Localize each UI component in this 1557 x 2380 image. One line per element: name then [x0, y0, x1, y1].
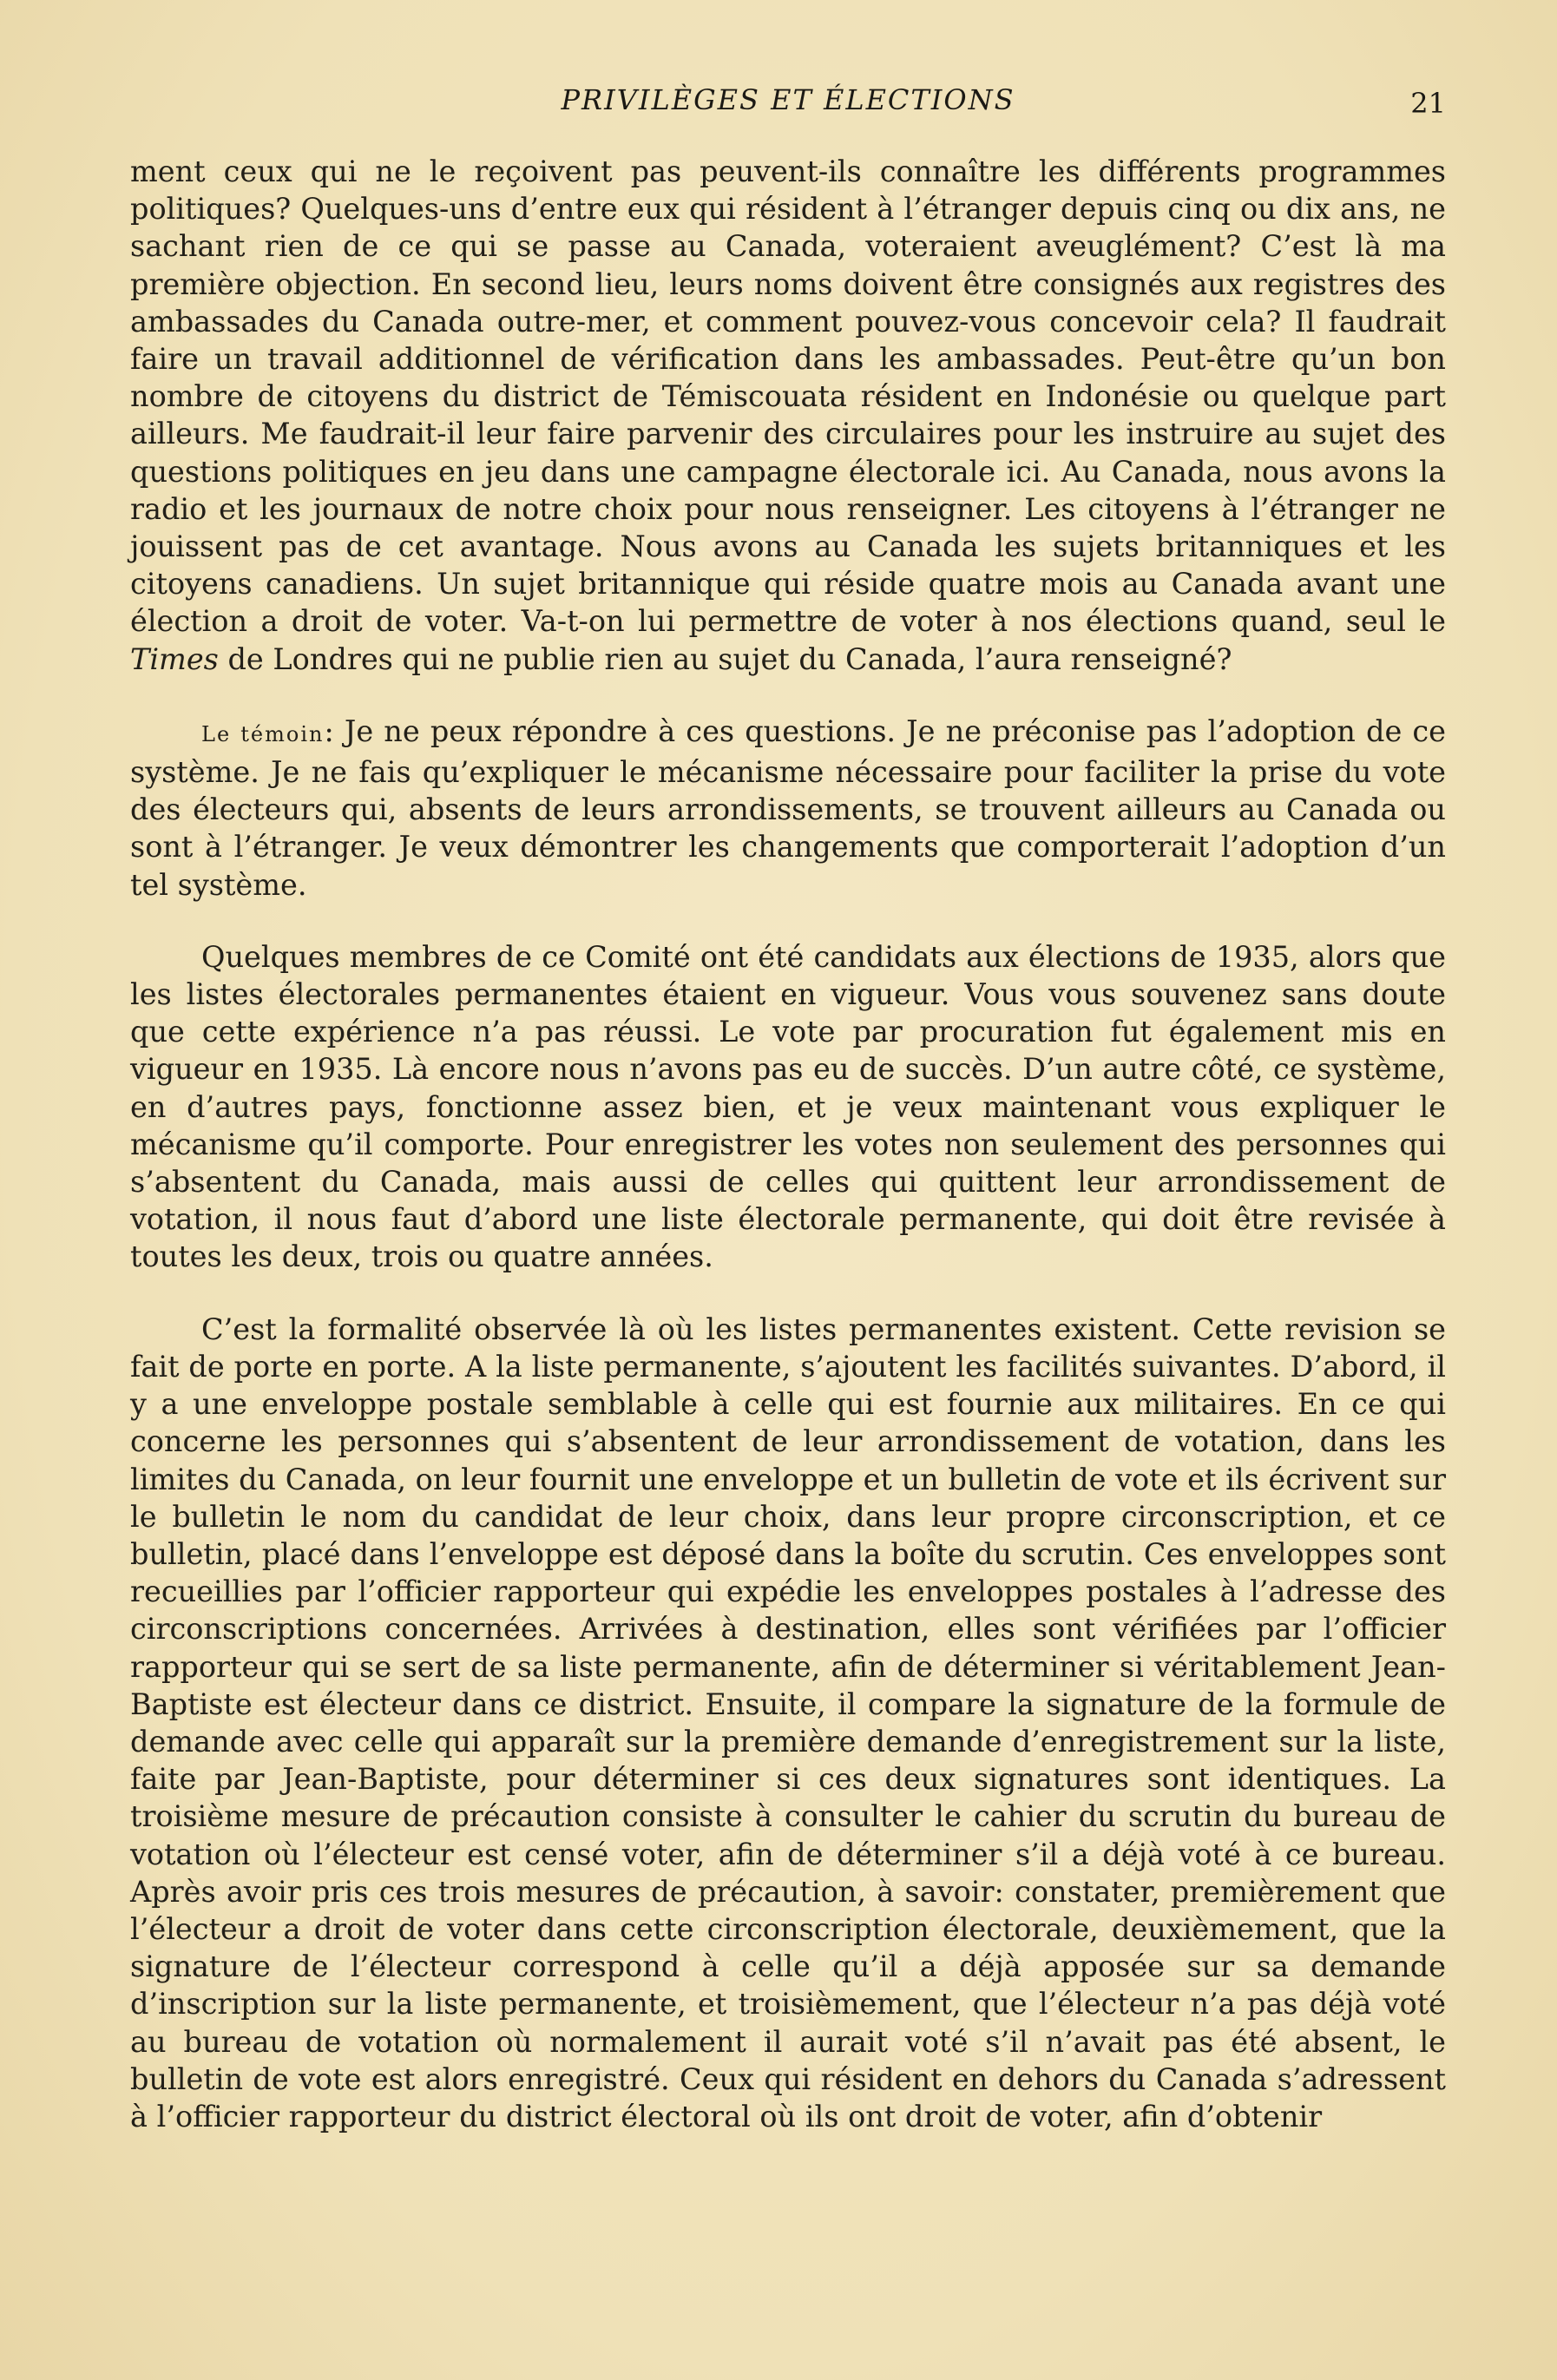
paragraph-1 [130, 153, 1446, 678]
paragraph-1-end: de Londres qui ne publie rien au sujet du Canada, l’aura renseigné? [218, 641, 1232, 676]
running-title: PRIVILÈGES ET ÉLECTIONS [561, 83, 1015, 116]
paragraph-2-text: : Je ne peux répondre à ces questions. Je ne préconise pas l’adoption de ce système. Je ne fais qu’expliquer le mécanisme nécessaire pour faciliter la prise du vote des électeurs qui, absents de leurs arrondissements, se trouvent ailleurs au Canada ou sont à l’étranger. Je veux démontrer les changements que comporterait l’adoption d’un tel système. [130, 713, 1447, 902]
page-number: 21 [1410, 87, 1446, 120]
page-header [130, 83, 1446, 127]
paragraph-4: C’est la formalité observée là où les listes permanentes existent. Cette revision se fait de porte en porte. A la liste permanente, s’ajoutent les facilités suivantes. D’abord, il y a une enveloppe postale semblable à celle qui est fournie aux militaires. En ce qui concerne les personnes qui s’absentent de leur arrondissement de votation, dans les limites du Canada, on leur fournit une enveloppe et un bulletin de vote et ils écrivent sur le bulletin le nom du candidat de leur choix, dans leur propre circonscription, et ce bulletin, placé dans l’enveloppe est déposé dans la boîte du scrutin. Ces enveloppes sont recueillies par l’officier rapporteur qui expédie les enveloppes postales à l’adresse des circonscriptions concernées. Arrivées à destination, elles sont vérifiées par l’officier rapporteur qui se sert de sa liste permanente, afin de déterminer si véritablement Jean-Baptiste est électeur dans ce district. Ensuite, il compare la signature de la formule de demande avec celle qui apparaît sur la première demande d’enregistrement sur la liste, faite par Jean-Baptiste, pour déterminer si ces deux signatures sont identiques. La troisième mesure de précaution consiste à consulter le cahier du scrutin du bureau de votation où l’électeur est censé voter, afin de déterminer s’il a déjà voté à ce bureau. Après avoir pris ces trois mesures de précaution, à savoir: constater, premièrement que l’électeur a droit de voter dans cette circonscription électorale, deuxièmement, que la signature de l’électeur correspond à celle qu’il a déjà apposée sur sa demande d’inscription sur la liste permanente, et troisièmement, que l’électeur n’a pas déjà voté au bureau de votation où normalement il aurait voté s’il n’avait pas été absent, le bulletin de vote est alors enregistré. Ceux qui résident en dehors du Canada s’adressent à l’officier rapporteur du district électoral où ils ont droit de voter, afin d’obtenir [130, 1312, 1446, 2133]
paragraph-3: Quelques membres de ce Comité ont été candidats aux élections de 1935, alors que les listes électorales permanentes étaient en vigueur. Vous vous souvenez sans doute que cette expérience n’a pas réussi. Le vote par procuration fut également mis en vigueur en 1935. Là encore nous n’avons pas eu de succès. D’un autre côté, ce système, en d’autres pays, fonctionne assez bien, et je veux maintenant vous expliquer le mécanisme qu’il comporte. Pour enregistrer les votes non seulement des personnes qui s’absentent du Canada, mais aussi de celles qui quittent leur arrondissement de votation, il nous faut d’abord une liste électorale permanente, qui doit être revisée à toutes les deux, trois ou quatre années. [130, 939, 1446, 1274]
times-newspaper-title: Times [130, 641, 219, 676]
speaker-label: Le témoin [201, 721, 325, 746]
paragraph-2 [130, 713, 1446, 904]
paragraph-1-text: ment ceux qui ne le reçoivent pas peuvent-ils connaître les différents programmes politiques? Quelques-uns d’entre eux qui résident à l’étranger depuis cinq ou dix ans, ne sachant rien de ce qui se passe au Canada, voteraient aveuglément? C’est là ma première objection. En second lieu, leurs noms doivent être consignés aux registres des ambassades du Canada outre-mer, et comment pouvez-vous concevoir cela? Il faudrait faire un travail additionnel de vérification dans les ambassades. Peut-être qu’un bon nombre de citoyens du district de Témiscouata résident en Indonésie ou quelque part ailleurs. Me faudrait-il leur faire parvenir des circulaires pour les instruire au sujet des questions politiques en jeu dans une campagne électorale ici. Au Canada, nous avons la radio et les journaux de notre choix pour nous renseigner. Les citoyens à l’étranger ne jouissent pas de cet avantage. Nous avons au Canada les sujets britanniques et les citoyens canadiens. Un sujet britannique qui réside quatre mois au Canada avant une élection a droit de voter. Va-t-on lui permettre de voter à nos élections quand, seul le [130, 155, 1446, 639]
body-text [130, 153, 1446, 2135]
